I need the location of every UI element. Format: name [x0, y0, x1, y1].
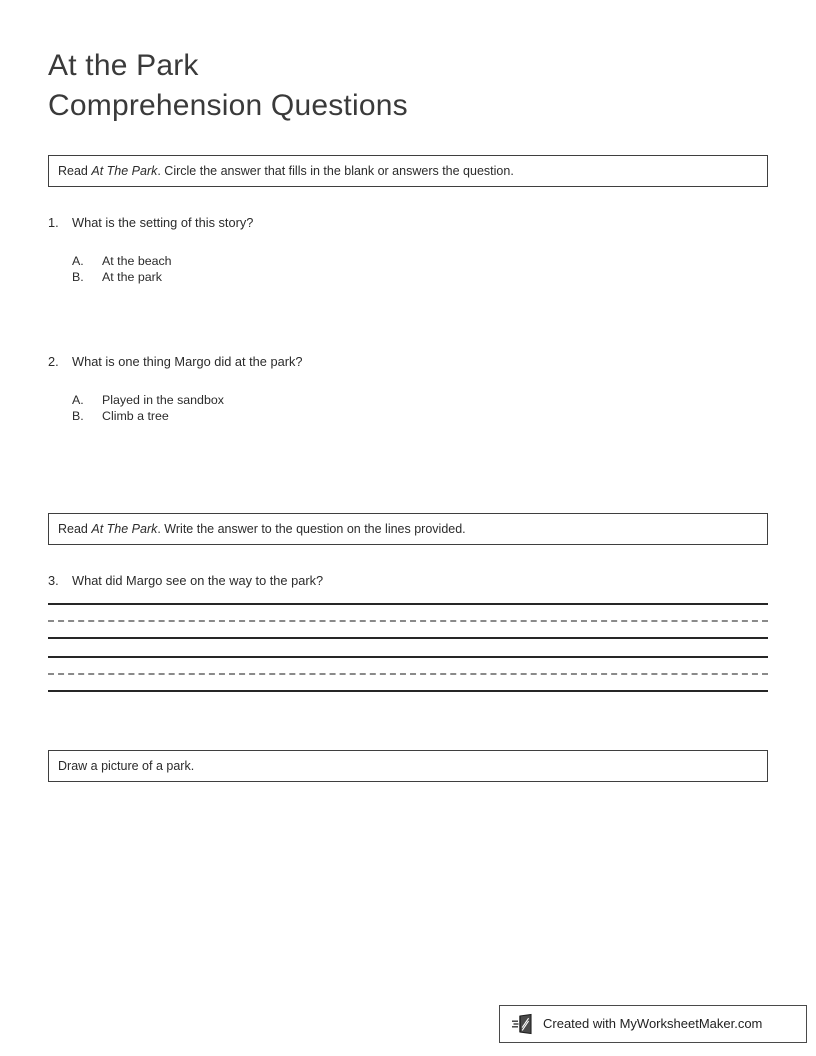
question-2-prompt [48, 354, 768, 370]
question-1-option-a-text: At the beach [102, 254, 172, 268]
question-3 [48, 573, 768, 589]
writing-line-spacer [48, 605, 768, 620]
question-1-option-a-letter: A. [72, 254, 84, 268]
question-3-number: 3. [48, 573, 59, 588]
circle-instruction-box [48, 155, 768, 187]
instruction-lead: Read [58, 521, 92, 536]
writing-line-spacer [48, 622, 768, 637]
question-1 [48, 215, 768, 285]
write-instruction-text [58, 522, 466, 537]
write-instruction-box [48, 513, 768, 545]
footer-attribution-badge[interactable] [499, 1005, 807, 1043]
myworksheetmaker-logo-icon [512, 1013, 536, 1035]
answer-writing-lines[interactable] [48, 603, 768, 692]
draw-instruction-box [48, 750, 768, 782]
question-2-number: 2. [48, 354, 59, 369]
circle-instruction-text [58, 164, 514, 179]
question-1-option-b-text: At the park [102, 270, 162, 284]
page-title [48, 46, 768, 126]
question-1-option-b-letter: B. [72, 270, 84, 284]
question-2-option-a-text: Played in the sandbox [102, 393, 224, 407]
question-3-prompt [48, 573, 768, 589]
writing-line-solid-bottom [48, 637, 768, 639]
question-1-option-a[interactable] [72, 253, 768, 269]
question-1-number: 1. [48, 215, 59, 230]
question-1-prompt [48, 215, 768, 231]
story-title-italic: At The Park [91, 521, 158, 536]
writing-line-spacer [48, 675, 768, 690]
instruction-lead: Read [58, 163, 92, 178]
question-2-option-a[interactable] [72, 392, 768, 408]
title-line-1: At the Park [48, 49, 199, 82]
question-2 [48, 354, 768, 424]
title-line-2: Comprehension Questions [48, 89, 408, 122]
question-2-option-b-letter: B. [72, 409, 84, 423]
story-title-italic: At The Park [91, 163, 158, 178]
instruction-rest: . Write the answer to the question on the lines provided. [157, 521, 466, 536]
question-1-text: What is the setting of this story? [72, 215, 254, 230]
question-2-text: What is one thing Margo did at the park? [72, 354, 303, 369]
instruction-rest: . Circle the answer that fills in the blank or answers the question. [157, 163, 514, 178]
question-2-option-b[interactable] [72, 408, 768, 424]
writing-line-solid-bottom [48, 690, 768, 692]
draw-instruction-text: Draw a picture of a park. [58, 758, 195, 773]
question-2-option-b-text: Climb a tree [102, 409, 169, 423]
question-2-option-a-letter: A. [72, 393, 84, 407]
question-1-option-b[interactable] [72, 269, 768, 285]
question-3-text: What did Margo see on the way to the park? [72, 573, 324, 588]
writing-line-spacer [48, 658, 768, 673]
footer-attribution-text: Created with MyWorksheetMaker.com [543, 1016, 763, 1031]
writing-line-group-2[interactable] [48, 656, 768, 692]
writing-line-group-1[interactable] [48, 603, 768, 639]
